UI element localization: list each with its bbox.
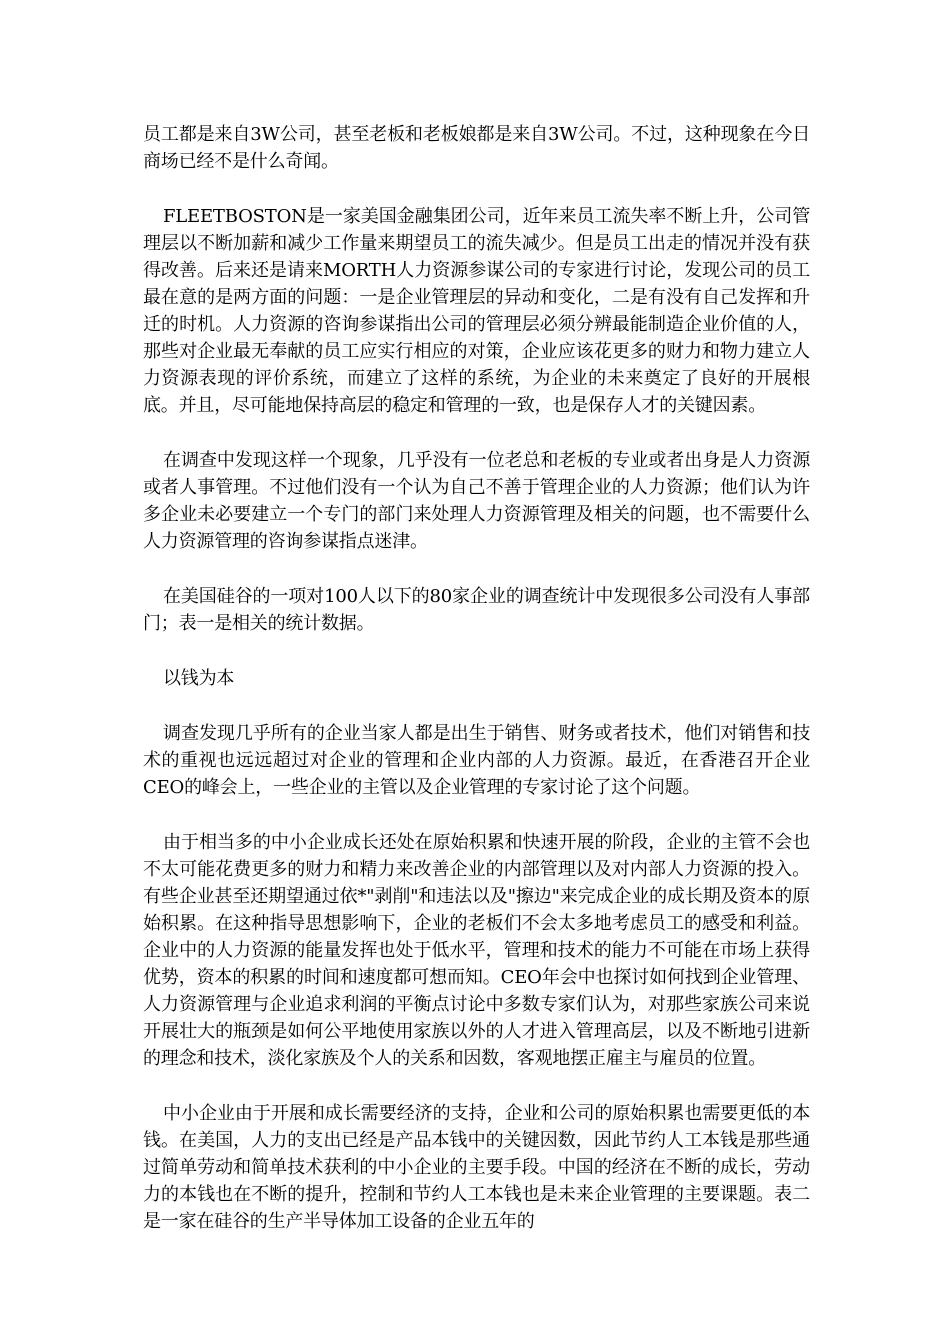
paragraph-1: 员工都是来自3W公司，甚至老板和老板娘都是来自3W公司。不过，这种现象在今日商场已经不是什么奇闻。 [143,124,810,172]
paragraph-7: 中小企业由于开展和成长需要经济的支持，企业和公司的原始积累也需要更低的本钱。在美国，人力的支出已经是产品本钱中的关键因数，因此节约人工本钱是那些通过简单劳动和简单技术获利的中小企业的主要手段。中国的经济在不断的成长，劳动力的本钱也在不断的提升，控制和节约人工本钱也是未来企业管理的主要课题。表二是一家在硅谷的生产半导体加工设备的企业五年的 [143,1103,810,1232]
section-heading: 以钱为本 [163,668,235,689]
document-body [143,121,810,1263]
paragraph-3: 在调查中发现这样一个现象，几乎没有一位老总和老板的专业或者出身是人力资源或者人事管理。不过他们没有一个认为自己不善于管理企业的人力资源；他们认为许多企业未必要建立一个专门的部门来处理人力资源管理及相关的问题，也不需要什么人力资源管理的咨询参谋指点迷津。 [143,450,810,552]
paragraph-6: 由于相当多的中小企业成长还处在原始积累和快速开展的阶段，企业的主管不会也不太可能花费更多的财力和精力来改善企业的内部管理以及对内部人力资源的投入。有些企业甚至还期望通过依*"剥削"和违法以及"擦边"来完成企业的成长期及资本的原始积累。在这种指导思想影响下，企业的老板们不会太多地考虑员工的感受和利益。企业中的人力资源的能量发挥也处于低水平，管理和技术的能力不可能在市场上获得优势，资本的积累的时间和速度都可想而知。CEO年会中也探讨如何找到企业管理、人力资源管理与企业追求利润的平衡点讨论中多数专家们认为，对那些家族公司来说开展壮大的瓶颈是如何公平地使用家族以外的人才进入管理高层，以及不断地引进新的理念和技术，淡化家族及个人的关系和因数，客观地摆正雇主与雇员的位置。 [143,832,810,1069]
paragraph-5: 调查发现几乎所有的企业当家人都是出生于销售、财务或者技术，他们对销售和技术的重视也远远超过对企业的管理和企业内部的人力资源。最近，在香港召开企业CEO的峰会上，一些企业的主管以及企业管理的专家讨论了这个问题。 [143,723,810,798]
paragraph-4: 在美国硅谷的一项对100人以下的80家企业的调查统计中发现很多公司没有人事部门；表一是相关的统计数据。 [143,586,810,634]
paragraph-2: FLEETBOSTON是一家美国金融集团公司，近年来员工流失率不断上升，公司管理层以不断加薪和减少工作量来期望员工的流失减少。但是员工出走的情况并没有获得改善。后来还是请来MORTH人力资源参谋公司的专家进行讨论，发现公司的员工最在意的是两方面的问题：一是企业管理层的异动和变化，二是有没有自己发挥和升迁的时机。人力资源的咨询参谋指出公司的管理层必须分辨最能制造企业价值的人，那些对企业最无奉献的员工应实行相应的对策，企业应该花更多的财力和物力建立人力资源表现的评价系统，而建立了这样的系统，为企业的未来奠定了良好的开展根底。并且，尽可能地保持高层的稳定和管理的一致，也是保存人才的关键因素。 [143,206,810,416]
